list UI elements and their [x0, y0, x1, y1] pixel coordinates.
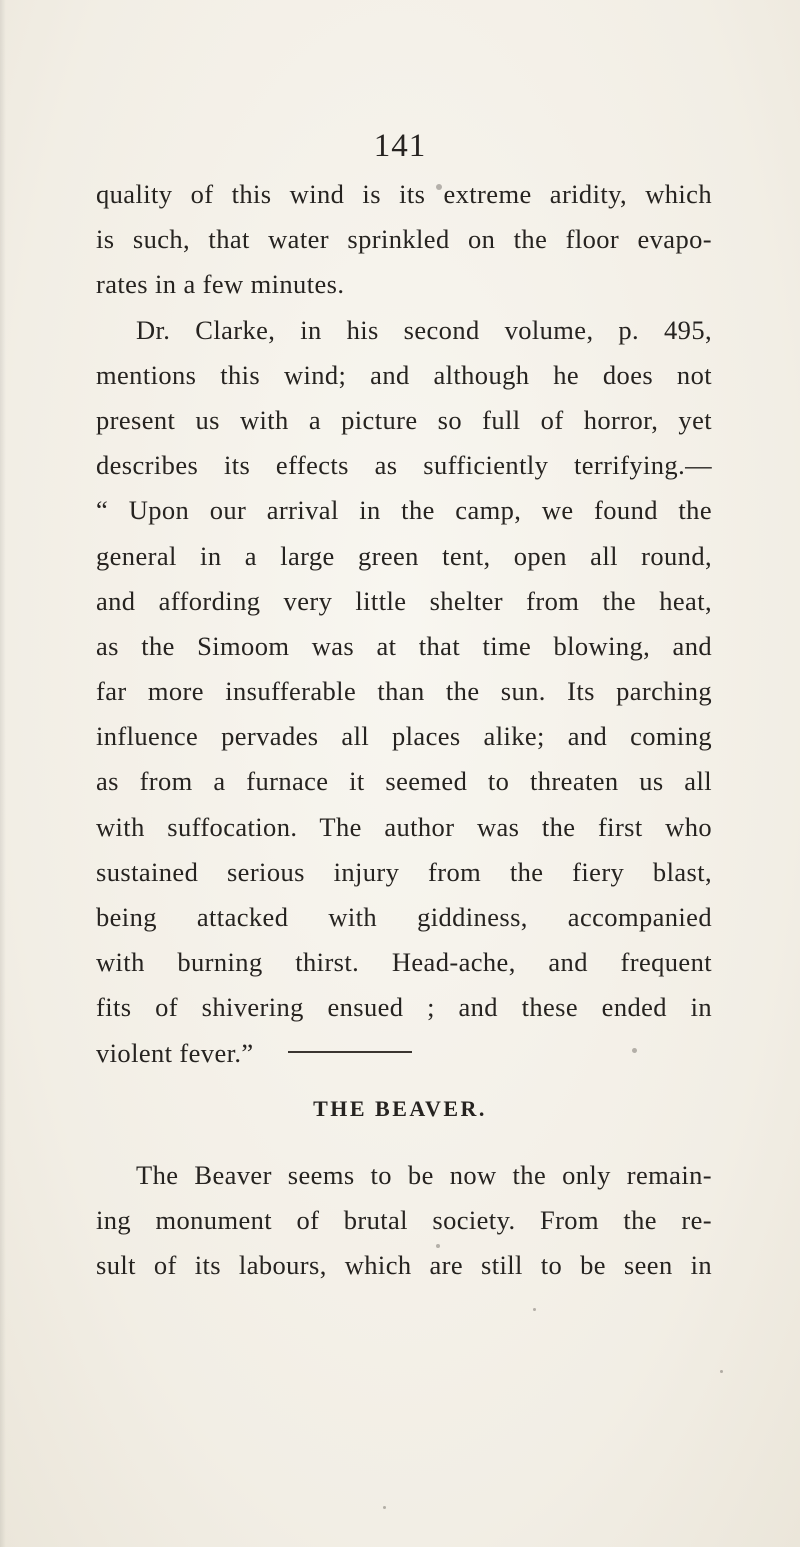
section-divider	[288, 1051, 412, 1053]
body-text-bottom	[96, 1153, 712, 1289]
text-line: The Beaver seems to be now the only remain-	[136, 1160, 712, 1190]
text-line: describes its effects as sufficiently terrifying.—	[96, 450, 712, 481]
text-line: fits of shivering ensued ; and these ended in	[96, 992, 712, 1023]
text-line: being attacked with giddiness, accompanied	[96, 902, 712, 932]
text-line: and affording very little shelter from the heat,	[96, 585, 712, 616]
page-number: 141	[373, 128, 427, 164]
text-line: with suffocation. The author was the first who	[96, 811, 712, 842]
text-line: with burning thirst. Head-ache, and frequent	[96, 947, 712, 978]
text-line: as the Simoom was at that time blowing, and	[96, 630, 712, 661]
text-line: far more insufferable than the sun. Its parching	[96, 676, 712, 707]
text-line: sult of its labours, which are still to be seen in	[96, 1250, 712, 1281]
body-text-top	[96, 172, 712, 1076]
section-heading: THE BEAVER.	[313, 1096, 487, 1121]
text-line: ing monument of brutal society. From the re-	[96, 1205, 712, 1236]
text-line: sustained serious injury from the fiery blast,	[96, 856, 712, 887]
text-line: present us with a picture so full of horror, yet	[96, 404, 712, 435]
text-line: influence pervades all places alike; and coming	[96, 721, 712, 752]
page-edge-shadow	[0, 0, 6, 1547]
text-line: rates in a few minutes.	[96, 269, 345, 300]
text-line: is such, that water sprinkled on the floor evapo-	[96, 224, 712, 255]
text-line: as from a furnace it seemed to threaten us all	[96, 766, 712, 797]
text-line: Dr. Clarke, in his second volume, p. 495,	[136, 314, 712, 345]
text-line: violent fever.”	[96, 1037, 254, 1068]
text-line: general in a large green tent, open all round,	[96, 540, 712, 571]
text-line: quality of this wind is its extreme aridity, which	[96, 179, 712, 209]
text-line: “ Upon our arrival in the camp, we found the	[96, 495, 712, 526]
text-line: mentions this wind; and although he does not	[96, 359, 712, 390]
